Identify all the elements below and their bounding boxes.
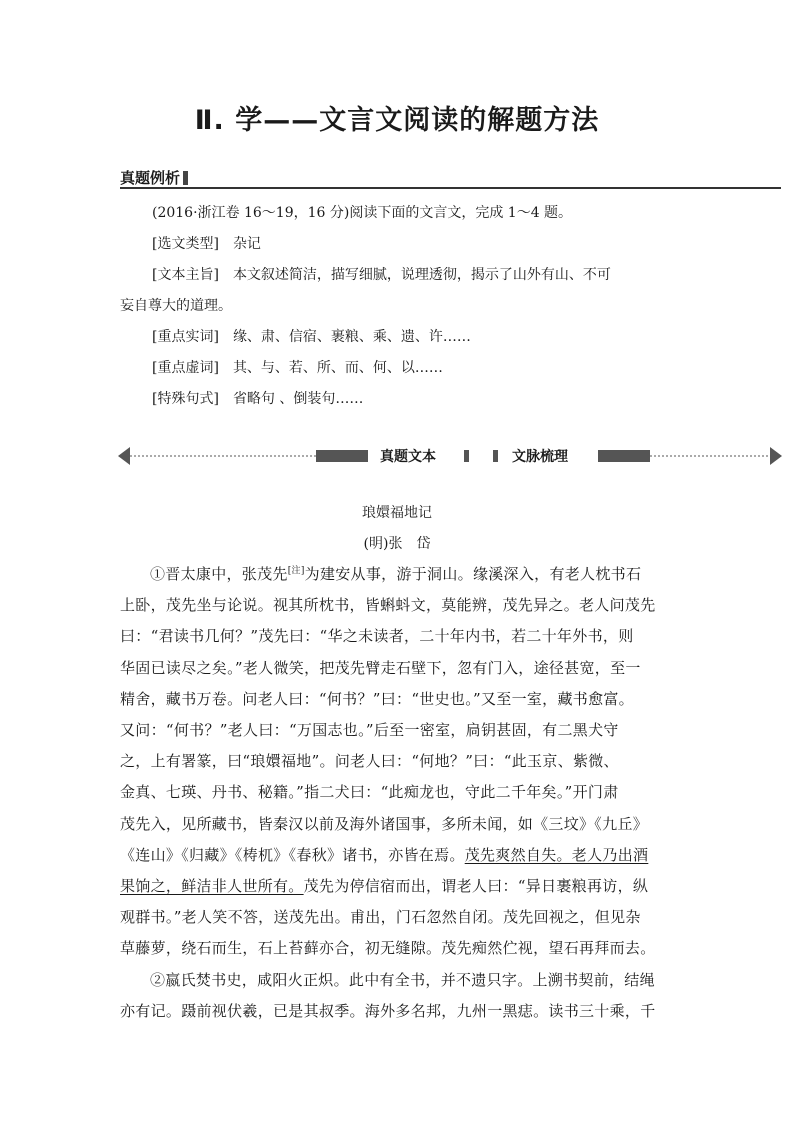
article-line bbox=[120, 844, 678, 865]
article-title: 琅嬛福地记 bbox=[362, 505, 432, 521]
section-rule bbox=[120, 187, 781, 189]
line-text: 上卧，茂先坐与论说。视其所枕书，皆蝌蚪文，莫能辨，茂先异之。老人问茂先 bbox=[120, 596, 656, 615]
article-line bbox=[120, 875, 678, 896]
article-line bbox=[120, 813, 678, 834]
line-text: 草藤萝，绕石而生，石上苔藓亦合，初无缝隙。茂先痴然伫视，望石再拜而去。 bbox=[120, 939, 656, 958]
line-text: 精舍，藏书万卷。问老人曰：“何书？”曰：“世史也。”又至一室，藏书愈富。 bbox=[120, 689, 634, 708]
line-text: 茂先为停信宿而出，谓老人曰：“异日裹粮再访，纵 bbox=[303, 877, 649, 895]
article-line bbox=[120, 750, 678, 771]
line-text: ①晋太康中，张茂先 bbox=[150, 565, 288, 583]
intro-item-content-words: [重点实词] 缘、肃、信宿、裹粮、乘、遗、许…… bbox=[152, 329, 471, 345]
banner-label-text: 真题文本 bbox=[380, 449, 436, 465]
page-title: Ⅱ. 学——文言文阅读的解题方法 bbox=[194, 105, 600, 136]
intro-item-theme: [文本主旨] 本文叙述简洁，描写细腻，说理透彻，揭示了山外有山、不可 bbox=[152, 267, 611, 283]
footnote-marker: [注] bbox=[287, 566, 305, 576]
heading-marker bbox=[183, 171, 188, 185]
line-text: 又问：“何书？”老人曰：“万国志也。”后至一密室，扃钥甚固，有二黑犬守 bbox=[120, 721, 619, 739]
line-text: 之，上有署篆，曰“琅嬛福地”。问老人曰：“何地？”曰：“此玉京、紫微、 bbox=[120, 752, 619, 771]
line-text: 华固已读尽之矣。”老人微笑，把茂先臂走石壁下，忽有门入，途径甚宽，至一 bbox=[120, 658, 641, 677]
section-banner bbox=[118, 443, 782, 469]
article-line bbox=[120, 688, 678, 709]
left-arrow-icon bbox=[118, 447, 130, 465]
article-line bbox=[120, 906, 678, 927]
article-line bbox=[120, 563, 678, 584]
underlined-text: 果饷之，鲜洁非人世所有。 bbox=[120, 877, 304, 895]
line-text: 观群书。”老人笑不答，送茂先出。甫出，门石忽然自闭。茂先回视之，但见杂 bbox=[120, 908, 641, 927]
section-heading-label: 真题例析 bbox=[120, 169, 181, 187]
question-source: (2016·浙江卷 16～19，16 分)阅读下面的文言文，完成 1～4 题。 bbox=[152, 205, 573, 221]
line-text: 《连山》《归藏》《梼杌》《春秋》诸书，亦皆在焉。 bbox=[120, 845, 465, 864]
article-line bbox=[120, 1000, 678, 1021]
article-line bbox=[120, 781, 678, 802]
article-author: (明)张 岱 bbox=[363, 536, 431, 552]
underlined-text: 茂先爽然自失。老人乃出酒 bbox=[464, 845, 649, 864]
article-line bbox=[120, 594, 678, 615]
intro-item-function-words: [重点虚词] 其、与、若、所、而、何、以…… bbox=[152, 360, 443, 376]
section-heading bbox=[120, 167, 188, 188]
intro-item-sentence-patterns: [特殊句式] 省略句 、倒装句…… bbox=[152, 391, 364, 407]
line-text: 亦有记。蹑前视伏羲，已是其叔季。海外多名邦，九州一黑痣。读书三十乘，千 bbox=[120, 1001, 656, 1020]
intro-item-theme-cont: 妄自尊大的道理。 bbox=[120, 298, 232, 314]
line-text: 曰：“君读书几何？”茂先曰：“华之未读者，二十年内书，若二十年外书，则 bbox=[120, 627, 634, 646]
line-text: 金真、七瑛、丹书、秘籍。”指二犬曰：“此痴龙也，守此二千年矣。”开门肃 bbox=[120, 783, 619, 802]
article-line bbox=[120, 625, 678, 646]
line-text: ②嬴氏焚书史，咸阳火正炽。此中有全书，并不遗只字。上溯书契前，结绳 bbox=[150, 970, 655, 989]
banner-label-structure: 文脉梳理 bbox=[512, 449, 568, 465]
line-text: 茂先入，见所藏书，皆秦汉以前及海外诸国事，多所未闻，如《三坟》《九丘》 bbox=[120, 814, 649, 833]
article-line bbox=[120, 937, 678, 958]
intro-item-type: [选文类型] 杂记 bbox=[152, 236, 261, 252]
line-text: 为建安从事，游于洞山。缘溪深入，有老人枕书石 bbox=[304, 565, 642, 583]
right-arrow-icon bbox=[770, 447, 782, 465]
article-line bbox=[120, 969, 678, 990]
article-line bbox=[120, 719, 678, 740]
banner-decoration bbox=[118, 443, 782, 469]
article-line bbox=[120, 657, 678, 678]
